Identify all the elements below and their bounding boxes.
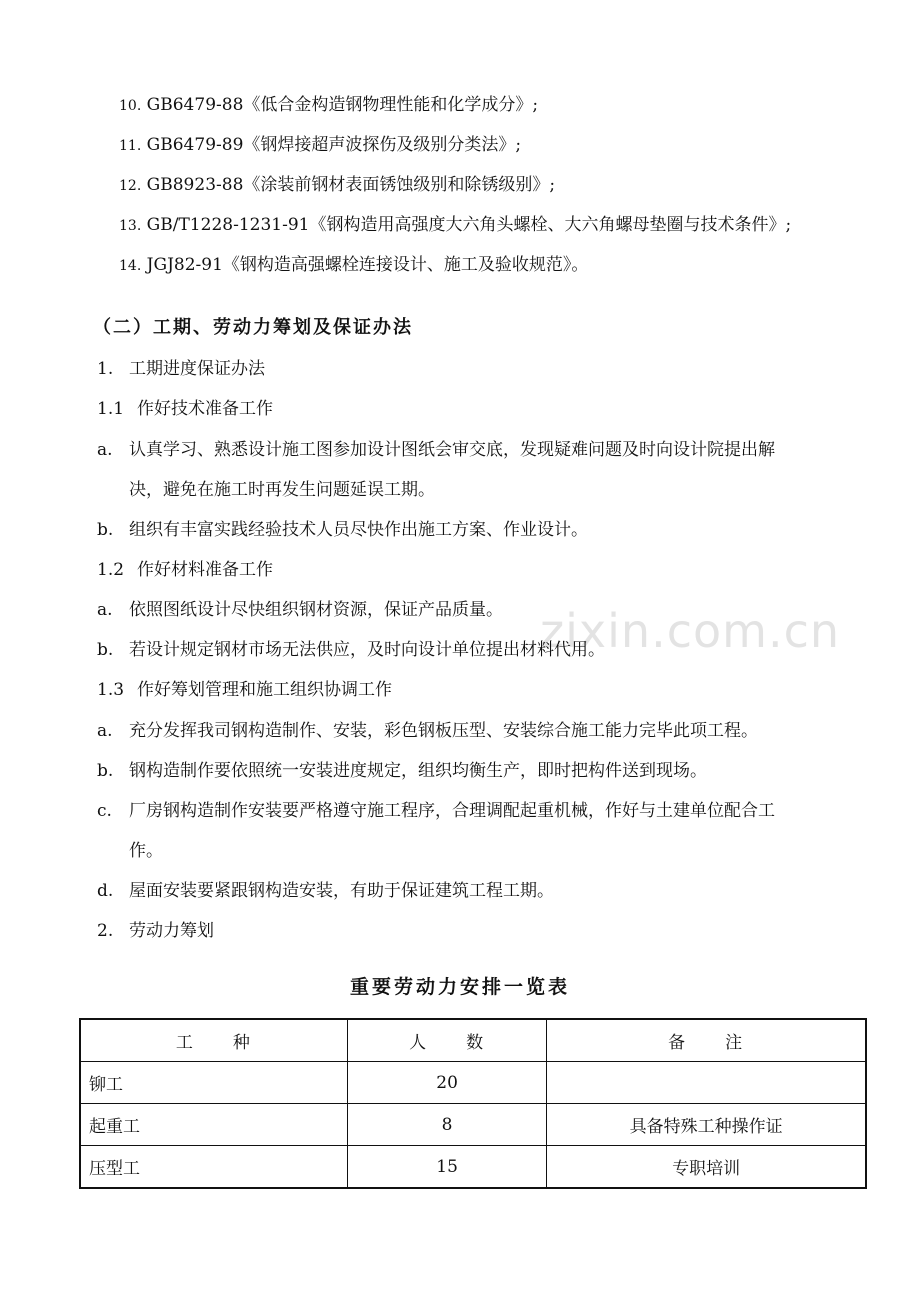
table-cell: 铆工: [80, 1062, 347, 1104]
table-cell: 起重工: [80, 1104, 347, 1146]
table-title: 重要劳动力安排一览表: [349, 976, 570, 998]
list-item: a. 认真学习、熟悉设计施工图参加设计图纸会审交底，发现疑难问题及时向设计院提出解: [97, 440, 775, 460]
standard-item: 14. JGJ82-91《钢构造高强螺栓连接设计、施工及验收规范》。: [119, 255, 589, 275]
column-header: 人 数: [347, 1019, 547, 1062]
table-cell: 具备特殊工种操作证: [547, 1104, 866, 1146]
list-item: 1.3 作好筹划管理和施工组织协调工作: [97, 680, 392, 700]
standard-item: 13. GB/T1228-1231-91《钢构造用高强度大六角头螺栓、大六角螺母垫圈与技术条件》;: [119, 215, 792, 235]
list-item-continuation: 作。: [129, 841, 163, 861]
table-header-row: [80, 1019, 866, 1062]
table-cell: 15: [347, 1146, 547, 1189]
section-heading: （二）工期、劳动力筹划及保证办法: [93, 317, 413, 338]
list-item: c. 厂房钢构造制作安装要严格遵守施工程序，合理调配起重机械，作好与土建单位配合工: [97, 801, 775, 821]
table-row: [80, 1146, 866, 1189]
labor-table: [79, 1018, 867, 1189]
standard-item: 12. GB8923-88《涂装前钢材表面锈蚀级别和除锈级别》;: [119, 175, 556, 195]
table-cell: 压型工: [80, 1146, 347, 1189]
list-item: 2. 劳动力筹划: [97, 921, 214, 941]
list-item: 1. 工期进度保证办法: [97, 359, 265, 379]
list-item: a. 充分发挥我司钢构造制作、安装，彩色钢板压型、安装综合施工能力完毕此项工程。: [97, 721, 758, 741]
list-item: 1.1 作好技术准备工作: [97, 399, 273, 419]
table-cell: 专职培训: [547, 1146, 866, 1189]
column-header: 工 种: [80, 1019, 347, 1062]
table-cell: 20: [347, 1062, 547, 1104]
list-item: 1.2 作好材料准备工作: [97, 560, 273, 580]
list-item: b. 组织有丰富实践经验技术人员尽快作出施工方案、作业设计。: [97, 520, 588, 540]
standard-item: 11. GB6479-89《钢焊接超声波探伤及级别分类法》;: [119, 135, 522, 155]
list-item: b. 若设计规定钢材市场无法供应，及时向设计单位提出材料代用。: [97, 640, 605, 660]
table-row: [80, 1104, 866, 1146]
table-row: [80, 1062, 866, 1104]
table-cell: 8: [347, 1104, 547, 1146]
list-item: d. 屋面安装要紧跟钢构造安装，有助于保证建筑工程工期。: [97, 881, 554, 901]
watermark: zixin.com.cn: [540, 604, 841, 658]
column-header: 备 注: [547, 1019, 866, 1062]
list-item: b. 钢构造制作要依照统一安装进度规定，组织均衡生产，即时把构件送到现场。: [97, 761, 707, 781]
list-item: a. 依照图纸设计尽快组织钢材资源，保证产品质量。: [97, 600, 503, 620]
standard-item: 10. GB6479-88《低合金构造钢物理性能和化学成分》;: [119, 95, 539, 115]
table-cell: [547, 1062, 866, 1104]
list-item-continuation: 决，避免在施工时再发生问题延误工期。: [129, 480, 435, 500]
